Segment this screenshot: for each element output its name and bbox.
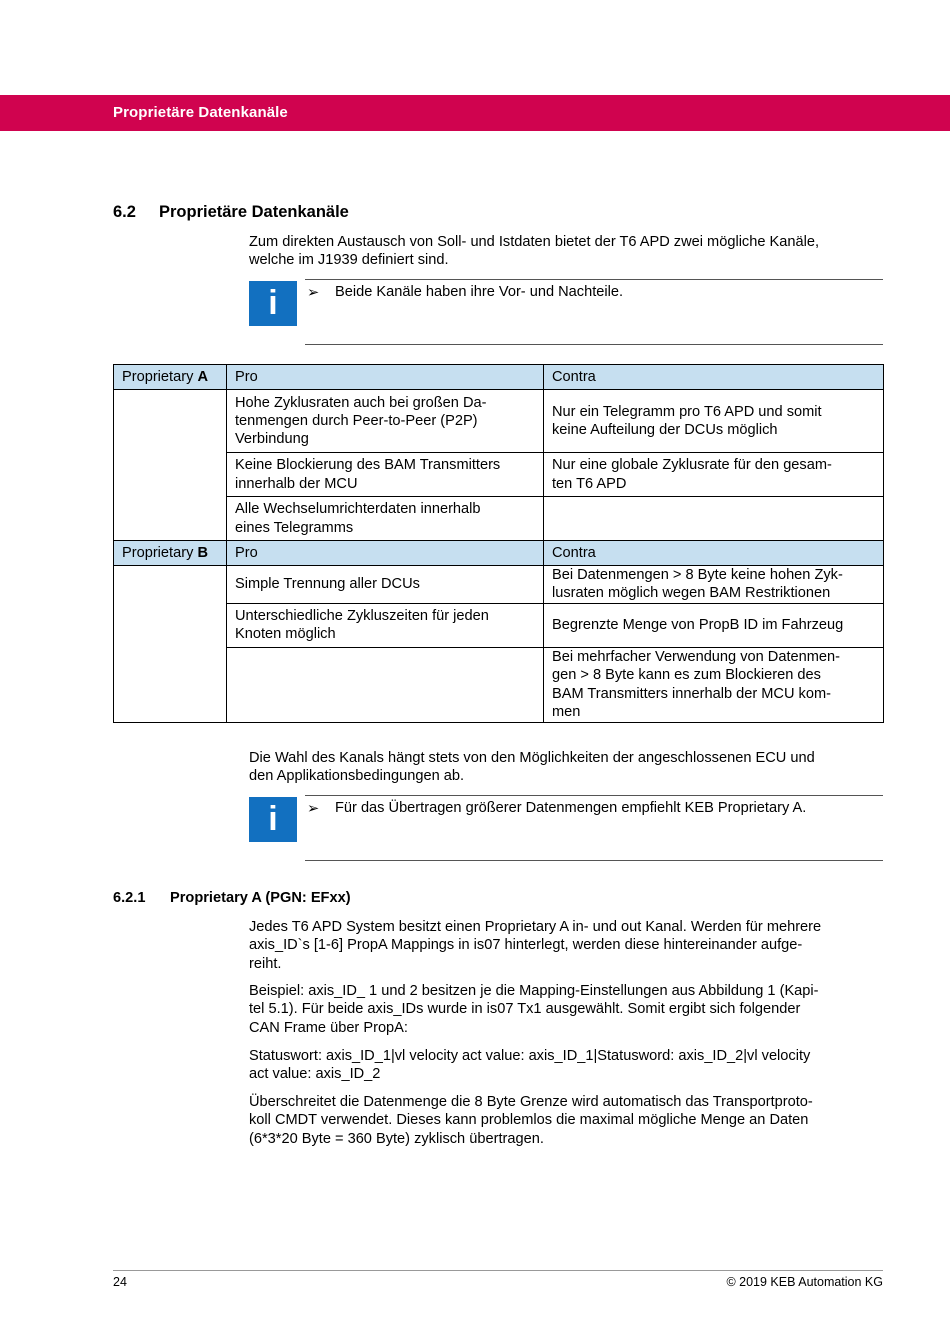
choice-paragraph	[249, 749, 889, 786]
text-line: Die Wahl des Kanals hängt stets von den Möglichkeiten der angeschlossenen ECU und	[249, 750, 815, 766]
page-number: 24	[113, 1275, 127, 1289]
paragraph: Überschreitet die Datenmenge die 8 Byte Grenze wird automatisch das Transportproto- koll CMDT verwendet. Dieses kann problemlos die maximal mögliche Menge an Daten (6*3*20 Byte = 360 Byte) zyklisch übertragen.	[249, 1094, 813, 1147]
table-row	[114, 647, 884, 722]
pro-cell: Keine Blockierung des BAM Transmitters innerhalb der MCU	[227, 453, 544, 497]
divider	[305, 344, 883, 345]
contra-cell: Nur ein Telegramm pro T6 APD und somit keine Aufteilung der DCUs möglich	[544, 390, 884, 453]
info-text: Beide Kanäle haben ihre Vor- und Nachteile.	[335, 284, 624, 300]
header-band	[0, 95, 950, 131]
bullet-arrow-icon: ➢	[307, 285, 320, 301]
paragraph: Jedes T6 APD System besitzt einen Proprietary A in- und out Kanal. Werden für mehrere axis_ID`s [1-6] PropA Mappings in is07 hinterlegt, werden diese hintereinander aufge- reiht.	[249, 919, 822, 972]
paragraph: Statuswort: axis_ID_1|vl velocity act value: axis_ID_1|Statusword: axis_ID_2|vl velocity act value: axis_ID_2	[249, 1048, 811, 1083]
table-row	[114, 603, 884, 647]
empty-cell	[114, 566, 227, 723]
contra-cell	[544, 497, 884, 541]
intro-paragraph	[249, 233, 889, 270]
divider	[305, 279, 883, 280]
table-row	[114, 566, 884, 604]
contra-cell: Bei mehrfacher Verwendung von Datenmen- gen > 8 Byte kann es zum Blockieren des BAM Transmitters innerhalb der MCU kom- men	[544, 647, 884, 722]
pro-header: Pro	[227, 365, 544, 390]
subsection-title: Proprietary A (PGN: EFxx)	[170, 890, 351, 906]
pro-cell: Simple Trennung aller DCUs	[227, 566, 544, 604]
subsection-number: 6.2.1	[113, 890, 146, 906]
info-icon: i	[249, 797, 297, 842]
info-note	[249, 795, 883, 861]
text-line: Zum direkten Austausch von Soll- und Istdaten bietet der T6 APD zwei mögliche Kanäle,	[249, 234, 820, 250]
contra-cell: Bei Datenmengen > 8 Byte keine hohen Zyk- lusraten möglich wegen BAM Restriktionen	[544, 566, 884, 604]
divider	[305, 795, 883, 796]
subsection-heading	[113, 890, 351, 906]
text-line: den Applikationsbedingungen ab.	[249, 768, 465, 785]
table-row	[114, 453, 884, 497]
info-note	[249, 279, 883, 345]
info-text: Für das Übertragen größerer Datenmengen empfiehlt KEB Proprietary A.	[335, 800, 807, 816]
table-header-row	[114, 541, 884, 566]
section-heading	[113, 203, 349, 222]
comparison-table	[113, 364, 884, 723]
contra-cell: Nur eine globale Zyklusrate für den gesam- ten T6 APD	[544, 453, 884, 497]
bullet-arrow-icon: ➢	[307, 801, 320, 817]
channel-label: Proprietary B	[114, 541, 227, 566]
empty-cell	[114, 390, 227, 541]
pro-header: Pro	[227, 541, 544, 566]
table-header-row	[114, 365, 884, 390]
info-icon: i	[249, 281, 297, 326]
header-title: Proprietäre Datenkanäle	[113, 104, 288, 121]
pro-cell	[227, 647, 544, 722]
channel-label: Proprietary A	[114, 365, 227, 390]
section-title: Proprietäre Datenkanäle	[159, 203, 349, 221]
footer-divider	[113, 1270, 883, 1271]
pro-cell: Unterschiedliche Zykluszeiten für jeden Knoten möglich	[227, 603, 544, 647]
pro-cell: Alle Wechselumrichterdaten innerhalb eines Telegramms	[227, 497, 544, 541]
contra-header: Contra	[544, 365, 884, 390]
paragraph: Beispiel: axis_ID_ 1 und 2 besitzen je die Mapping-Einstellungen aus Abbildung 1 (Kapi- tel 5.1). Für beide axis_IDs wurde in is07 Tx1 ausgewählt. Somit ergibt sich folgender CAN Frame über PropA:	[249, 983, 819, 1036]
text-line: welche im J1939 definiert sind.	[249, 252, 449, 269]
contra-header: Contra	[544, 541, 884, 566]
table-row	[114, 497, 884, 541]
table-row	[114, 390, 884, 453]
contra-cell: Begrenzte Menge von PropB ID im Fahrzeug	[544, 603, 884, 647]
divider	[305, 860, 883, 861]
section-number: 6.2	[113, 203, 136, 221]
pro-cell: Hohe Zyklusraten auch bei großen Da- tenmengen durch Peer-to-Peer (P2P) Verbindung	[227, 390, 544, 453]
copyright: © 2019 KEB Automation KG	[726, 1275, 883, 1289]
